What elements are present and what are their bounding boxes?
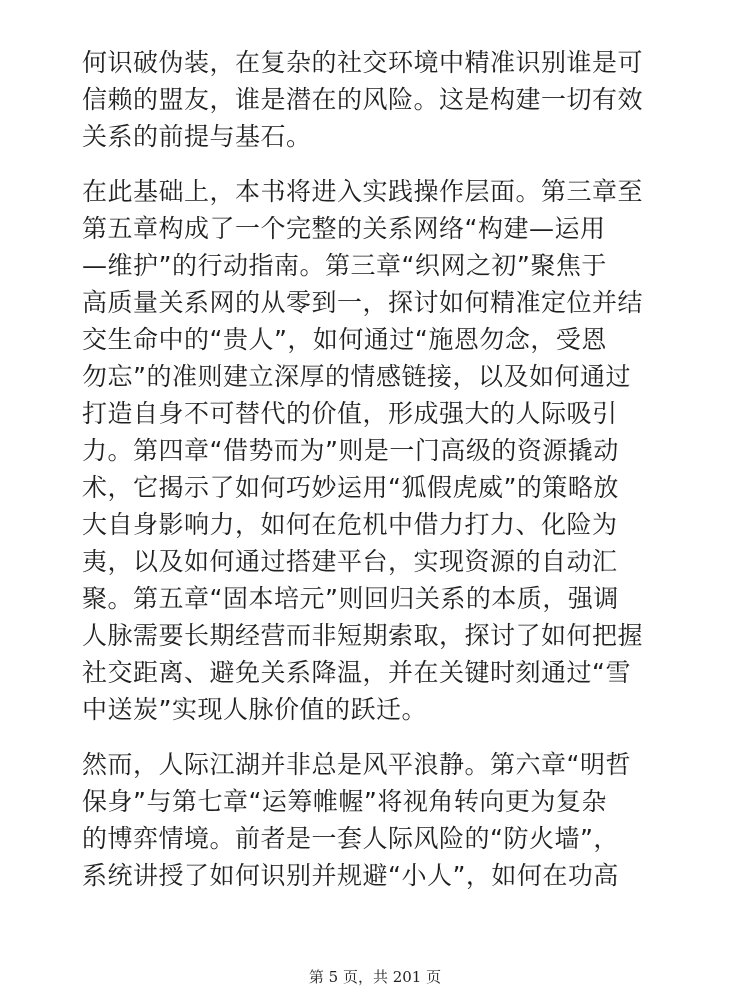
text-line: 在此基础上，本书将进入实践操作层面。第三章至 (82, 177, 644, 206)
text-line: 系统讲授了如何识别并规避“小人”，如何在功高 (82, 861, 619, 890)
text-line: 术，它揭示了如何巧妙运用“狐假虎威”的策略放 (82, 473, 619, 502)
paragraph-2 (82, 173, 672, 728)
text-line: 何识破伪装，在复杂的社交环境中精准识别谁是可 (82, 48, 644, 77)
paragraph-1 (82, 44, 672, 155)
text-line: 高质量关系网的从零到一，探讨如何精准定位并结 (82, 288, 644, 317)
text-line: 大自身影响力，如何在危机中借力打力、化险为 (82, 510, 618, 539)
text-line: 关系的前提与基石。 (82, 122, 312, 151)
text-line: 社交距离、避免关系降温，并在关键时刻通过“雪 (82, 658, 631, 687)
text-line: 人脉需要长期经营而非短期索取，探讨了如何把握 (82, 621, 644, 650)
body-text (82, 44, 672, 912)
text-line: —维护”的行动指南。第三章“织网之初”聚焦于 (82, 251, 607, 280)
text-line: 勿忘”的准则建立深厚的情感链接，以及如何通过 (82, 362, 631, 391)
page-number-footer: 第 5 页，共 201 页 (308, 968, 442, 986)
text-line: 力。第四章“借势而为”则是一门高级的资源撬动 (82, 436, 619, 465)
text-line: 打造自身不可替代的价值，形成强大的人际吸引 (82, 399, 618, 428)
text-line: 交生命中的“贵人”，如何通过“施恩勿念，受恩 (82, 325, 607, 354)
text-line: 信赖的盟友，谁是潜在的风险。这是构建一切有效 (82, 85, 644, 114)
text-line: 然而，人际江湖并非总是风平浪静。第六章“明哲 (82, 750, 631, 779)
text-line: 第五章构成了一个完整的关系网络“构建—运用 (82, 214, 606, 243)
text-line: 聚。第五章“固本培元”则回归关系的本质，强调 (82, 584, 619, 613)
text-line: 的博弈情境。前者是一套人际风险的“防火墙”， (82, 824, 619, 853)
text-line: 保身”与第七章“运筹帷幄”将视角转向更为复杂 (82, 787, 607, 816)
paragraph-3 (82, 746, 672, 894)
text-line: 夷，以及如何通过搭建平台，实现资源的自动汇 (82, 547, 618, 576)
text-line: 中送炭”实现人脉价值的跃迁。 (82, 695, 427, 724)
